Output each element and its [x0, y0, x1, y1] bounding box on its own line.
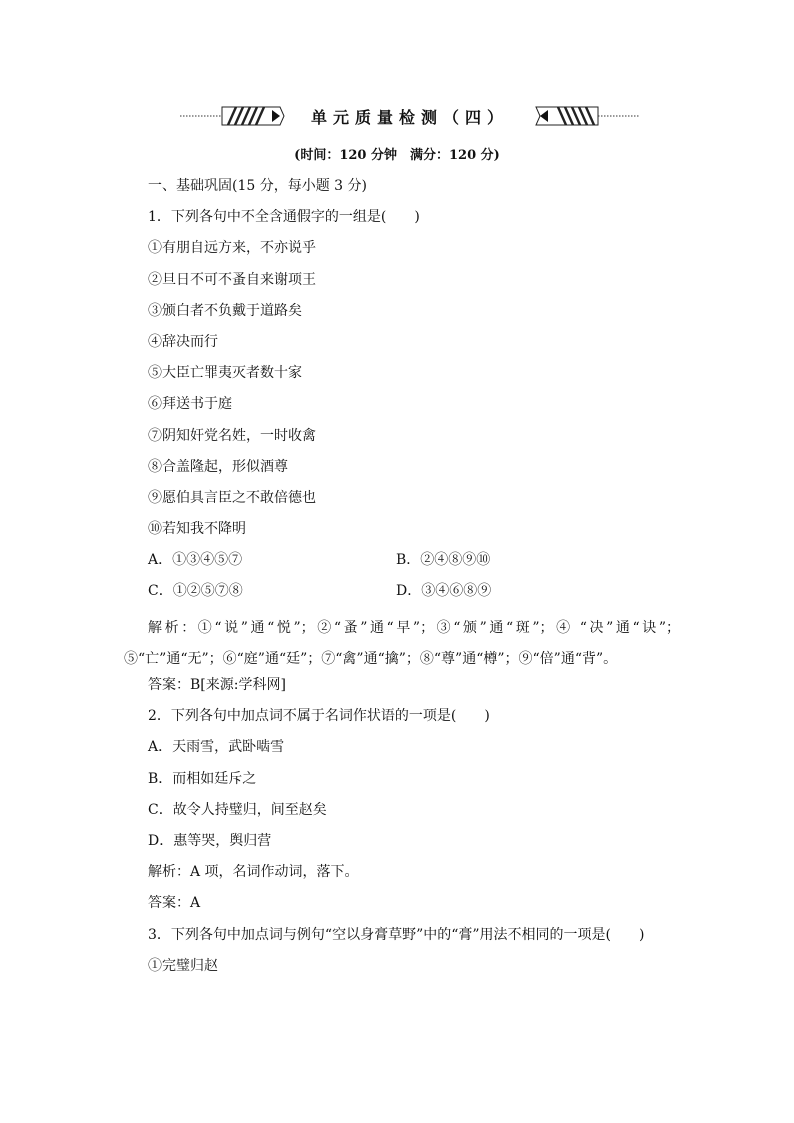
q2-option-b: B．而相如廷斥之	[148, 770, 257, 787]
q1-options-row-2	[124, 581, 680, 612]
page-title: 单元质量检测（四）	[310, 108, 509, 127]
q1-option-a: A．①③④⑤⑦	[148, 552, 243, 569]
q1-item-1: ①有朋自远方来，不亦说乎	[148, 240, 316, 257]
q3-item-1: ①完璧归赵	[148, 957, 218, 974]
q2-option-c: C．故令人持璧归，间至赵矣	[148, 801, 327, 818]
question-1-stem: 1．下列各句中不全含通假字的一组是( )	[148, 209, 420, 226]
q2-option-d: D．惠等哭，舆归营	[148, 832, 272, 849]
q1-analysis: 解析：①“说”通“悦”；②“蚤”通“早”；③“颁”通“斑”；④ “决”通“诀”；⑤“亡”通“无”；⑥“庭”通“廷”；⑦“禽”通“擒”；⑧“尊”通“樽”；⑨“倍”通“背”。	[124, 619, 680, 667]
section-heading: 一、基础巩固(15 分，每小题 3 分)	[148, 178, 367, 194]
q1-item-6: ⑥拜送书于庭	[148, 396, 232, 413]
q1-item-8: ⑧合盖隆起，形似酒尊	[148, 458, 288, 475]
exam-info: (时间：120 分钟 满分：120 分)	[294, 148, 500, 163]
q1-item-5: ⑤大臣亡罪夷灭者数十家	[148, 365, 302, 382]
q1-item-7: ⑦阴知奸党名姓，一时收禽	[148, 427, 316, 444]
exam-content	[124, 176, 680, 987]
q2-answer: 答案：A	[148, 895, 201, 912]
question-3-stem: 3．下列各句中加点词与例句“空以身膏草野”中的“膏”用法不相同的一项是( )	[148, 926, 645, 943]
q1-option-d: D．③④⑥⑧⑨	[396, 583, 492, 600]
q1-item-9: ⑨愿伯具言臣之不敢倍德也	[148, 489, 316, 506]
q1-options-row-1	[124, 550, 680, 581]
q1-answer: 答案：B[来源:学科网]	[148, 677, 286, 694]
question-2-stem: 2．下列各句中加点词不属于名词作状语的一项是( )	[148, 708, 490, 725]
q1-item-3: ③颁白者不负戴于道路矣	[148, 302, 302, 319]
q1-option-c: C．①②⑤⑦⑧	[148, 583, 243, 600]
q1-item-10: ⑩若知我不降明	[148, 521, 246, 538]
q1-item-4: ④辞决而行	[148, 333, 218, 350]
q2-analysis: 解析：A 项，名词作动词，落下。	[148, 864, 359, 881]
title-banner	[180, 104, 640, 128]
q1-item-2: ②旦日不可不蚤自来谢项王	[148, 271, 316, 288]
q1-option-b: B．②④⑧⑨⑩	[396, 552, 491, 569]
q2-option-a: A．天雨雪，武卧啮雪	[148, 739, 285, 756]
